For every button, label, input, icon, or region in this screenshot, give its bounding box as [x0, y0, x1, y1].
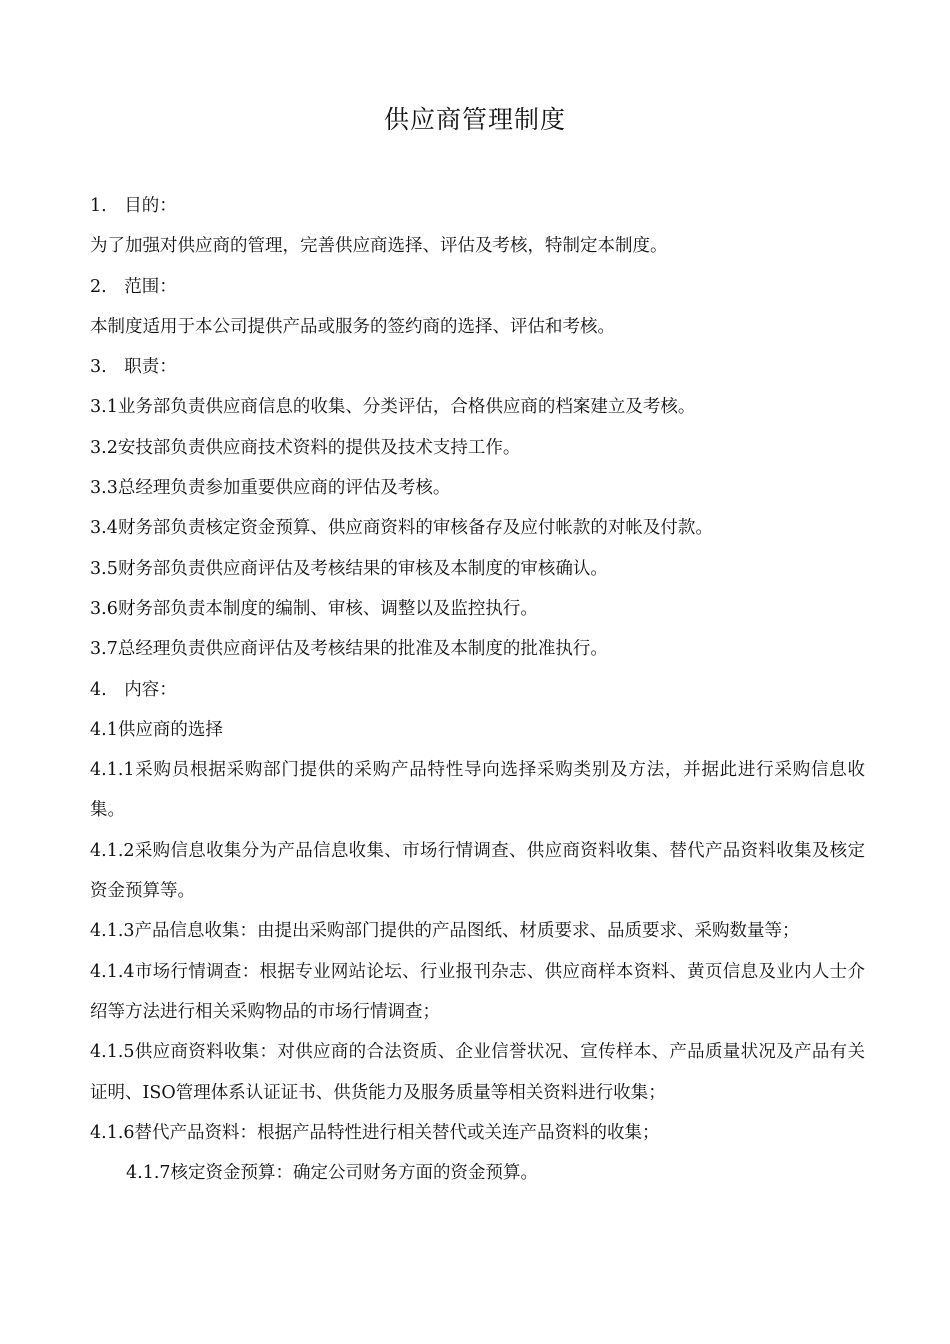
- paragraph: 3.2安技部负责供应商技术资料的提供及技术支持工作。: [90, 437, 521, 458]
- paragraph: 4.1.6替代产品资料：根据产品特性进行相关替代或关连产品资料的收集；: [90, 1122, 660, 1143]
- paragraph: 3.7总经理负责供应商评估及考核结果的批准及本制度的批准执行。: [90, 639, 608, 660]
- paragraph: 4.1.1采购员根据采购部门提供的采购产品特性导向选择采购类别及方法，并据此进行采购信息收集。: [90, 760, 865, 821]
- paragraph: 3.6财务部负责本制度的编制、审核、调整以及监控执行。: [90, 598, 538, 619]
- paragraph: 3.4财务部负责核定资金预算、供应商资料的审核备存及应付帐款的对帐及付款。: [90, 518, 713, 539]
- paragraph: 3.3总经理负责参加重要供应商的评估及考核。: [90, 478, 451, 499]
- paragraph: 1. 目的：: [90, 196, 177, 216]
- paragraph: 2. 范围：: [90, 276, 177, 297]
- paragraph: 4.1.2采购信息收集分为产品信息收集、市场行情调查、供应商资料收集、替代产品资料收集及核定资金预算等。: [90, 840, 865, 902]
- paragraph: 本制度适用于本公司提供产品或服务的签约商的选择、评估和考核。: [90, 316, 615, 337]
- paragraph: 为了加强对供应商的管理，完善供应商选择、评估及考核，特制定本制度。: [90, 236, 668, 257]
- paragraph: 3.1业务部负责供应商信息的收集、分类评估，合格供应商的档案建立及考核。: [90, 397, 696, 418]
- paragraph: 4. 内容：: [90, 679, 177, 700]
- paragraph: 4.1.7核定资金预算：确定公司财务方面的资金预算。: [126, 1163, 539, 1184]
- paragraph: 4.1供应商的选择: [90, 719, 223, 740]
- paragraph: 4.1.3产品信息收集：由提出采购部门提供的产品图纸、材质要求、品质要求、采购数量等；: [90, 921, 800, 942]
- paragraph: 3.5财务部负责供应商评估及考核结果的审核及本制度的审核确认。: [90, 558, 608, 579]
- paragraph: 4.1.4市场行情调查：根据专业网站论坛、行业报刊杂志、供应商样本资料、黄页信息及业内人士介绍等方法进行相关采购物品的市场行情调查；: [90, 961, 865, 1022]
- document-body: [90, 186, 865, 1193]
- paragraph: 4.1.5供应商资料收集：对供应商的合法资质、企业信誉状况、宣传样本、产品质量状况及产品有关证明、ISO管理体系认证证书、供货能力及服务质量等相关资料进行收集；: [90, 1042, 865, 1103]
- paragraph: 3. 职责：: [90, 357, 177, 378]
- document-title: 供应商管理制度: [383, 105, 566, 134]
